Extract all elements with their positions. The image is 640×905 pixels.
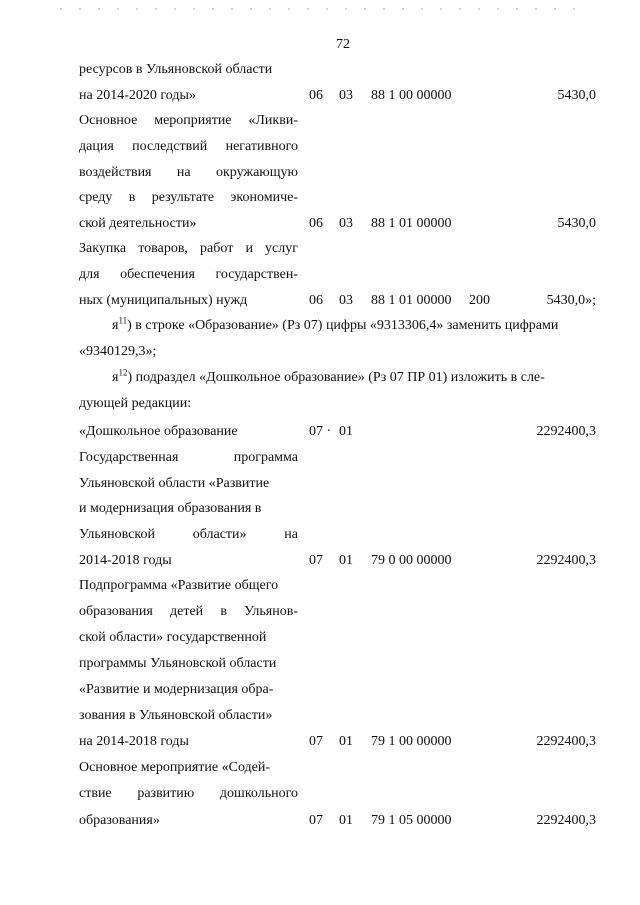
row-text: среду в результате экономиче- (79, 190, 298, 205)
row-text: ресурсов в Ульяновской области (79, 62, 273, 77)
code-rz: 06 (309, 293, 323, 308)
row-text: «Дошкольное образование (79, 424, 238, 439)
amendment-text: дующей редакции: (79, 396, 192, 411)
code-csr: 88 1 00 00000 (371, 88, 452, 103)
row-text: Ульяновской области» на (79, 527, 298, 542)
amount: 2292400,3 (536, 734, 596, 749)
row-text: на 2014-2020 годы» (79, 88, 196, 103)
code-pr: 01 (339, 734, 353, 749)
code-csr: 79 1 00 00000 (371, 734, 452, 749)
code-rz: 07 · (309, 424, 332, 439)
row-text: и модернизация образования в (79, 501, 262, 516)
row-text: Ульяновской области «Развитие (79, 476, 270, 491)
code-pr: 03 (339, 293, 353, 308)
row-text: на 2014-2018 годы (79, 734, 189, 749)
row-text: для обеспечения государствен- (79, 267, 298, 282)
row-text: Подпрограмма «Развитие общего (79, 578, 279, 593)
amount: 2292400,3 (536, 424, 596, 439)
code-pr: 01 (339, 553, 353, 568)
amendment-text: «9340129,3»; (79, 344, 157, 359)
amount: 5430,0 (557, 216, 596, 231)
code-rz: 06 (309, 216, 323, 231)
row-text: Основное мероприятие «Содей- (79, 760, 271, 775)
code-pr: 01 (339, 813, 353, 828)
row-text: «Развитие и модернизация обра- (79, 682, 274, 697)
row-text: образования детей в Ульянов- (79, 604, 298, 619)
row-text: зования в Ульяновской области» (79, 708, 273, 723)
row-text: Закупка товаров, работ и услуг (79, 241, 298, 256)
row-text: Государственная программа (79, 450, 298, 465)
row-text: ствие развитию дошкольного (79, 786, 298, 801)
code-csr: 79 1 05 00000 (371, 813, 452, 828)
row-text: ской деятельности» (79, 216, 197, 231)
code-vr: 200 (469, 293, 490, 308)
row-text: 2014-2018 годы (79, 553, 172, 568)
code-pr: 03 (339, 88, 353, 103)
code-rz: 07 (309, 734, 323, 749)
code-rz: 07 (309, 553, 323, 568)
amount: 2292400,3 (536, 553, 596, 568)
code-rz: 07 (309, 813, 323, 828)
amount: 5430,0 (557, 88, 596, 103)
row-text: образования» (79, 813, 160, 828)
row-text: воздействия на окружающую (79, 165, 298, 180)
row-text: программы Ульяновской области (79, 656, 277, 671)
row-text: дация последствий негативного (79, 139, 298, 154)
code-rz: 06 (309, 88, 323, 103)
row-text: Основное мероприятие «Ликви- (79, 113, 298, 128)
amendment-item: $я^{11}$) в строке «Образование» (Рз 07) цифры «9313306,4» заменить цифрами (112, 315, 559, 333)
scan-artifact (60, 8, 580, 10)
row-text: ской области» государственной (79, 630, 267, 645)
code-pr: 03 (339, 216, 353, 231)
amount: 5430,0»; (546, 293, 596, 308)
row-text: ных (муниципальных) нужд (79, 293, 248, 308)
amount: 2292400,3 (536, 813, 596, 828)
code-csr: 79 0 00 00000 (371, 553, 452, 568)
code-csr: 88 1 01 00000 (371, 216, 452, 231)
code-csr: 88 1 01 00000 (371, 293, 452, 308)
page-number: 72 (336, 37, 350, 52)
code-pr: 01 (339, 424, 353, 439)
amendment-item: $я^{12}$) подраздел «Дошкольное образование» (Рз 07 ПР 01) изложить в сле- (112, 367, 545, 385)
